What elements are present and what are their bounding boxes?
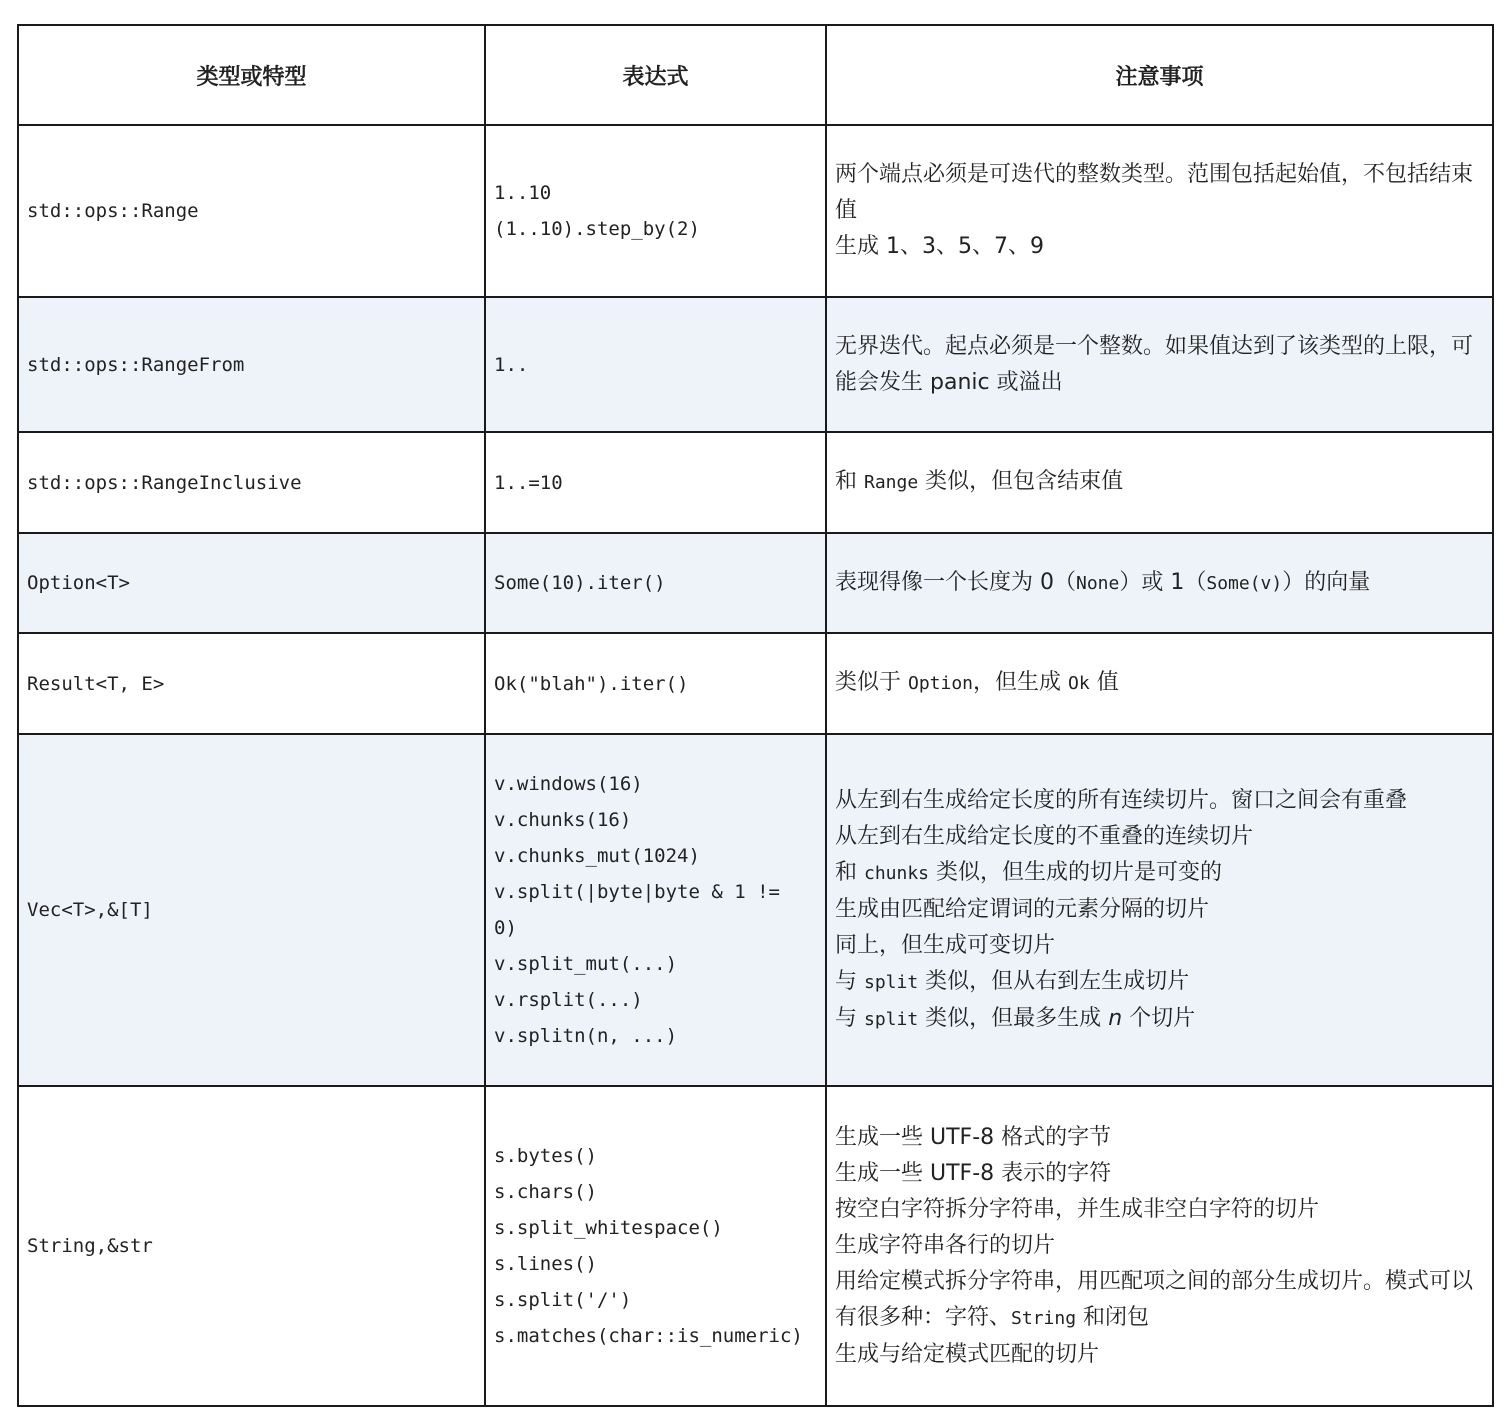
note-code: Ok (1068, 673, 1090, 694)
note-code: None (1076, 572, 1120, 594)
table-row (18, 297, 1493, 432)
expression-cell (485, 125, 826, 297)
expression-line: Ok("blah").iter() (494, 672, 689, 695)
note-text: 与 (835, 1005, 864, 1031)
note-text: 生成由匹配给定谓词的元素分隔的切片 (835, 896, 1210, 922)
note-text: 类似，但包含结束值 (918, 469, 1124, 494)
header-type: 类型或特型 (18, 25, 485, 125)
expression-line: s.split_whitespace() (494, 1217, 723, 1239)
note-text: 从左到右生成给定长度的不重叠的连续切片 (835, 823, 1254, 849)
note-text: 同上，但生成可变切片 (835, 932, 1056, 958)
table-row (18, 633, 1493, 734)
type-cell (18, 633, 485, 734)
notes-cell (826, 533, 1493, 633)
expression-line: 1.. (494, 353, 529, 376)
header-expression: 表达式 (485, 25, 826, 125)
note-text: 和 (835, 469, 864, 494)
notes-cell (826, 297, 1493, 432)
header-notes: 注意事项 (826, 25, 1493, 125)
note-text: 用给定模式拆分字符串，用匹配项之间的部分生成切片。模式可以有很多种：字符、 (835, 1268, 1474, 1330)
note-line (835, 1337, 1484, 1373)
note-line (835, 229, 1484, 265)
note-line (835, 783, 1484, 819)
expression-line: s.split('/') (494, 1289, 632, 1311)
note-line (835, 1001, 1484, 1038)
notes-cell (826, 1086, 1493, 1406)
type-name: Option<T> (27, 572, 130, 594)
note-line (835, 892, 1484, 928)
note-line (835, 1192, 1484, 1228)
expression-line: v.split(|byte|byte & 1 != (494, 881, 780, 903)
note-code: Option (908, 673, 974, 694)
note-code: chunks (864, 862, 930, 884)
note-code: split (864, 971, 919, 993)
expression-cell (485, 297, 826, 432)
expression-line: v.split_mut(...) (494, 953, 678, 975)
expression-line: s.lines() (494, 1253, 597, 1275)
note-text: 无界迭代。起点必须是一个整数。如果值达到了该类型的上限，可能会发生 panic 或溢出 (835, 333, 1474, 395)
note-line (835, 1156, 1484, 1192)
note-text: 两个端点必须是可迭代的整数类型。范围包括起始值，不包括结束值 (835, 162, 1474, 223)
expression-line: 0) (494, 917, 517, 939)
note-text: 值 (1089, 670, 1119, 695)
note-text: 生成字符串各行的切片 (835, 1232, 1056, 1258)
type-cell (18, 125, 485, 297)
expression-cell (485, 1086, 826, 1406)
expression-line: v.rsplit(...) (494, 989, 643, 1011)
notes-cell (826, 432, 1493, 533)
note-line (835, 964, 1484, 1001)
table-header-row (18, 25, 1493, 125)
note-line (835, 464, 1484, 501)
note-line (835, 157, 1484, 229)
note-line (835, 819, 1484, 855)
note-line (835, 665, 1484, 702)
note-text: 类似，但生成的切片是可变的 (929, 859, 1223, 885)
note-line (835, 1228, 1484, 1264)
note-text: 类似于 (835, 670, 908, 695)
note-line (835, 928, 1484, 964)
expression-line: v.chunks_mut(1024) (494, 845, 700, 867)
table-row (18, 734, 1493, 1086)
type-cell (18, 297, 485, 432)
type-name: std::ops::RangeInclusive (27, 471, 302, 494)
expression-line: v.windows(16) (494, 773, 643, 795)
note-text: 和 (835, 859, 864, 885)
note-code: Range (864, 472, 919, 493)
note-text: 与 (835, 968, 864, 994)
expression-line: Some(10).iter() (494, 572, 666, 594)
notes-cell (826, 633, 1493, 734)
note-line (835, 1120, 1484, 1156)
type-name: Result<T, E> (27, 672, 165, 695)
type-name: std::ops::RangeFrom (27, 353, 245, 376)
note-text: 从左到右生成给定长度的所有连续切片。窗口之间会有重叠 (835, 787, 1408, 813)
iterator-sources-table (17, 24, 1494, 1407)
type-cell (18, 533, 485, 633)
expression-line: 1..=10 (494, 471, 563, 494)
note-text: 个切片 (1122, 1005, 1196, 1031)
note-line (835, 855, 1484, 892)
note-code: Some(v) (1206, 572, 1283, 594)
type-name: Vec<T>,&[T] (27, 899, 153, 921)
type-name: String,&str (27, 1235, 153, 1257)
expression-line: s.chars() (494, 1181, 597, 1203)
note-text: 生成与给定模式匹配的切片 (835, 1341, 1100, 1367)
note-text: 生成一些 UTF-8 表示的字符 (835, 1160, 1112, 1186)
expression-line: v.splitn(n, ...) (494, 1025, 678, 1047)
note-line (835, 565, 1484, 602)
note-text: 表现得像一个长度为 0（ (835, 569, 1076, 595)
note-text: 生成 1、3、5、7、9 (835, 234, 1044, 259)
expression-line: (1..10).step_by(2) (494, 218, 700, 240)
type-name: std::ops::Range (27, 200, 199, 222)
note-text: 类似，但最多生成 (918, 1005, 1109, 1031)
note-code: split (864, 1008, 919, 1030)
note-emphasis: n (1108, 1005, 1123, 1031)
type-cell (18, 734, 485, 1086)
table-row (18, 125, 1493, 297)
table-row (18, 1086, 1493, 1406)
note-text: ，但生成 (973, 670, 1069, 695)
note-text: ）或 1（ (1119, 569, 1207, 595)
expression-cell (485, 533, 826, 633)
expression-line: 1..10 (494, 182, 552, 204)
expression-line: s.matches(char::is_numeric) (494, 1325, 803, 1347)
expression-cell (485, 432, 826, 533)
note-line (835, 1264, 1484, 1337)
expression-cell (485, 734, 826, 1086)
note-line (835, 329, 1484, 401)
note-text: 生成一些 UTF-8 格式的字节 (835, 1124, 1112, 1150)
expression-line: s.bytes() (494, 1145, 597, 1167)
note-text: 按空白字符拆分字符串，并生成非空白字符的切片 (835, 1196, 1320, 1222)
table-row (18, 533, 1493, 633)
note-text: 类似，但从右到左生成切片 (918, 968, 1190, 994)
table-row (18, 432, 1493, 533)
note-code: String (1011, 1307, 1077, 1329)
note-text: ）的向量 (1282, 569, 1371, 595)
type-cell (18, 432, 485, 533)
expression-cell (485, 633, 826, 734)
note-text: 和闭包 (1076, 1304, 1150, 1330)
type-cell (18, 1086, 485, 1406)
expression-line: v.chunks(16) (494, 809, 632, 831)
notes-cell (826, 125, 1493, 297)
notes-cell (826, 734, 1493, 1086)
